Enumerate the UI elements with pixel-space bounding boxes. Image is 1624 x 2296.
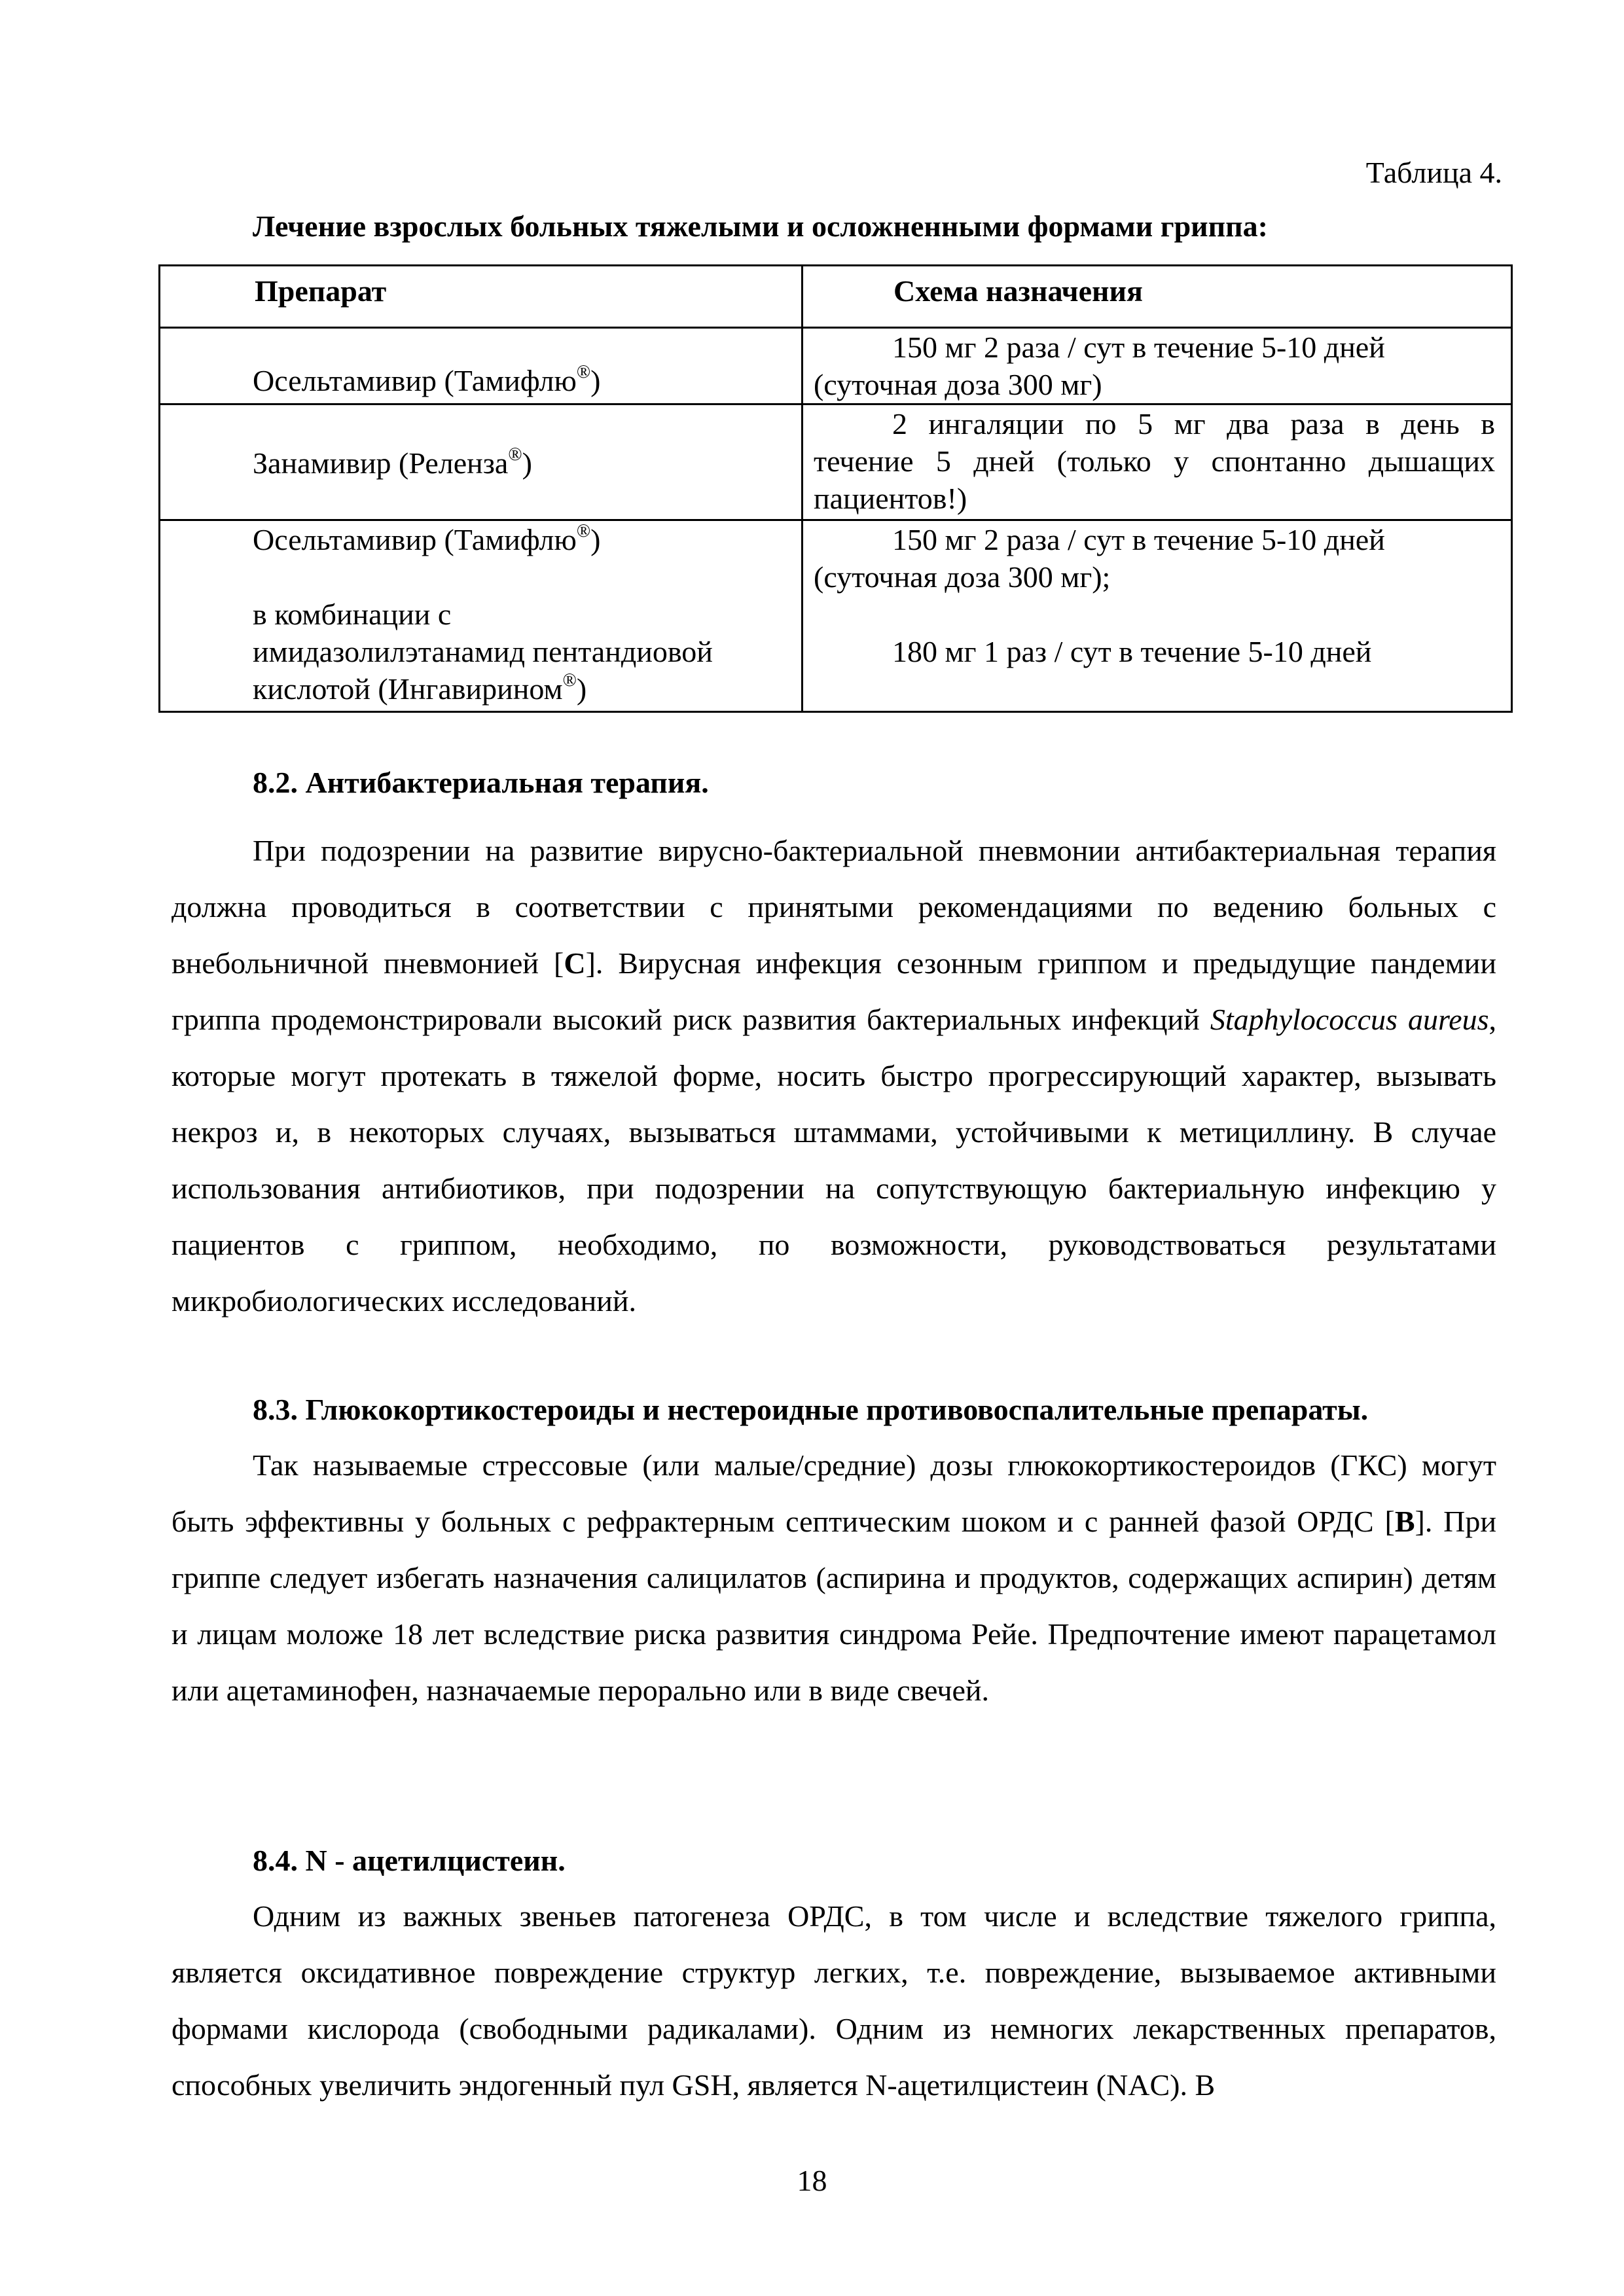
table-caption-number: Таблица 4.: [1365, 156, 1502, 189]
section-8-4-heading: 8.4. N - ацетилцистеин.: [253, 1844, 566, 1877]
treatment-table: [158, 264, 1513, 713]
table-row: [160, 328, 1512, 404]
section-8-2-text: При подозрении на развитие вирусно-бактериальной пневмонии антибактериальная терапия должна проводиться в соответствии с принятыми рекомендациями по ведению больных с внебольничной пневмонией [C]. Вирусная инфекция сезонным гриппом и предыдущие пандемии гриппа продемонстрировали высокий риск развития бактериальных инфекций Staphylococcus aureus, которые могут протекать в тяжелой форме, носить быстро прогрессирующий характер, вызывать некроз и, в некоторых случаях, вызываться штаммами, устойчивыми к метициллину. В случае использования антибиотиков, при подозрении на сопутствующую бактериальную инфекцию у пациентов с гриппом, необходимо, по возможности, руководствоваться результатами микробиологических исследований.: [171, 834, 1496, 1318]
page-number: 18: [797, 2164, 827, 2197]
section-8-4-text: Одним из важных звеньев патогенеза ОРДС, в том числе и вследствие тяжелого гриппа, является оксидативное повреждение структур легких, т.е. повреждение, вызываемое активными формами кислорода (свободными радикалами). Одним из немногих лекарственных препаратов, способных увеличить эндогенный пул GSH, является N-ацетилцистеин (NAC). В: [171, 1899, 1496, 2102]
table-header-row: [160, 266, 1512, 328]
table-row: [160, 520, 1512, 712]
scheme-cell: 2 ингаляции по 5 мг два раза в день в течение 5 дней (только у спонтанно дышащих пациентов!): [803, 404, 1512, 520]
table-title: Лечение взрослых больных тяжелыми и осложненными формами гриппа:: [253, 209, 1268, 243]
scheme-cell: 150 мг 2 раза / сут в течение 5-10 дней (суточная доза 300 мг); 180 мг 1 раз / сут в течение 5-10 дней: [803, 520, 1512, 712]
header-drug: Препарат: [160, 266, 803, 328]
drug-cell: Занамивир (Реленза®): [160, 404, 803, 520]
drug-cell: Осельтамивир (Тамифлю®): [160, 328, 803, 404]
header-scheme: Схема назначения: [803, 266, 1512, 328]
table-row: [160, 404, 1512, 520]
section-8-3-text: Так называемые стрессовые (или малые/средние) дозы глюкокортикостероидов (ГКС) могут быть эффективны у больных с рефрактерным септическим шоком и с ранней фазой ОРДС [B]. При гриппе следует избегать назначения салицилатов (аспирина и продуктов, содержащих аспирин) детям и лицам моложе 18 лет вследствие риска развития синдрома Рейе. Предпочтение имеют парацетамол или ацетаминофен, назначаемые перорально или в виде свечей.: [171, 1448, 1496, 1707]
drug-cell: Осельтамивир (Тамифлю®) в комбинации с имидазолилэтанамид пентандиовой кислотой (Ингавирином®): [160, 520, 803, 712]
scheme-cell: 150 мг 2 раза / сут в течение 5-10 дней (суточная доза 300 мг): [803, 328, 1512, 404]
section-8-2-heading: 8.2. Антибактериальная терапия.: [253, 766, 709, 799]
section-8-3-heading: 8.3. Глюкокортикостероиды и нестероидные противовоспалительные препараты.: [253, 1393, 1369, 1426]
